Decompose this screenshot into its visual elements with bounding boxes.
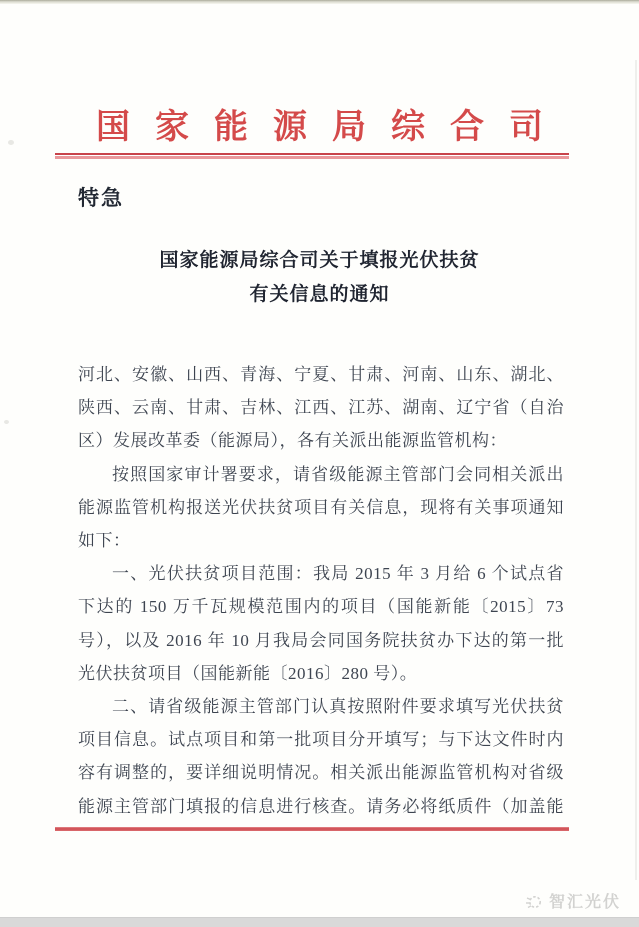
- body-line: 二、请省级能源主管部门认真按照附件要求填写光伏扶贫: [112, 697, 564, 717]
- urgency-label: 特急: [78, 186, 124, 210]
- body-line: 按照国家审计署要求，请省级能源主管部门会同相关派出: [112, 464, 564, 484]
- body-line: 区）发展改革委（能源局），各有关派出能源监管机构：: [78, 431, 507, 451]
- letterhead-rule: [55, 153, 569, 159]
- body-line: 号），以及 2016 年 10 月我局会同国务院扶贫办下达的第一批: [78, 630, 564, 650]
- body-line: 陕西、云南、甘肃、吉林、江西、江苏、湖南、辽宁省（自治: [78, 398, 564, 418]
- document-title-line2: 有关信息的通知: [249, 284, 390, 305]
- body-line: 容有调整的，要详细说明情况。相关派出能源监管机构对省级: [78, 763, 564, 783]
- document-body: [78, 358, 564, 823]
- body-line: 能源监管机构报送光伏扶贫项目有关信息，现将有关事项通知: [78, 497, 564, 517]
- body-line: 项目信息。试点项目和第一批项目分开填写；与下达文件时内: [78, 730, 564, 750]
- page-bottom-edge: [0, 917, 639, 927]
- body-line: 如下：: [78, 531, 131, 551]
- page-top-edge: [0, 0, 639, 4]
- page-bottom-rule: [55, 827, 569, 831]
- sun-logo-icon: [524, 891, 544, 911]
- document-title-line1: 国家能源局综合司关于填报光伏扶贫: [159, 250, 480, 271]
- letterhead-org: 国家能源局综合司: [96, 109, 568, 146]
- body-line: 能源主管部门填报的信息进行核查。请务必将纸质件（加盖能: [78, 796, 564, 816]
- document-title: [0, 244, 639, 312]
- watermark-text: 智汇光伏: [548, 894, 621, 911]
- scan-artifact-right-edge: [635, 60, 637, 880]
- body-line: 一、光伏扶贫项目范围：我局 2015 年 3 月给 6 个试点省: [112, 564, 564, 584]
- body-line: 光伏扶贫项目（国能新能〔2016〕280 号）。: [78, 663, 418, 683]
- body-line: 河北、安徽、山西、青海、宁夏、甘肃、河南、山东、湖北、: [78, 365, 564, 384]
- body-line: 下达的 150 万千瓦规模范围内的项目（国能新能〔2015〕73: [78, 597, 564, 617]
- scan-speck: [4, 420, 9, 424]
- watermark: [524, 889, 621, 912]
